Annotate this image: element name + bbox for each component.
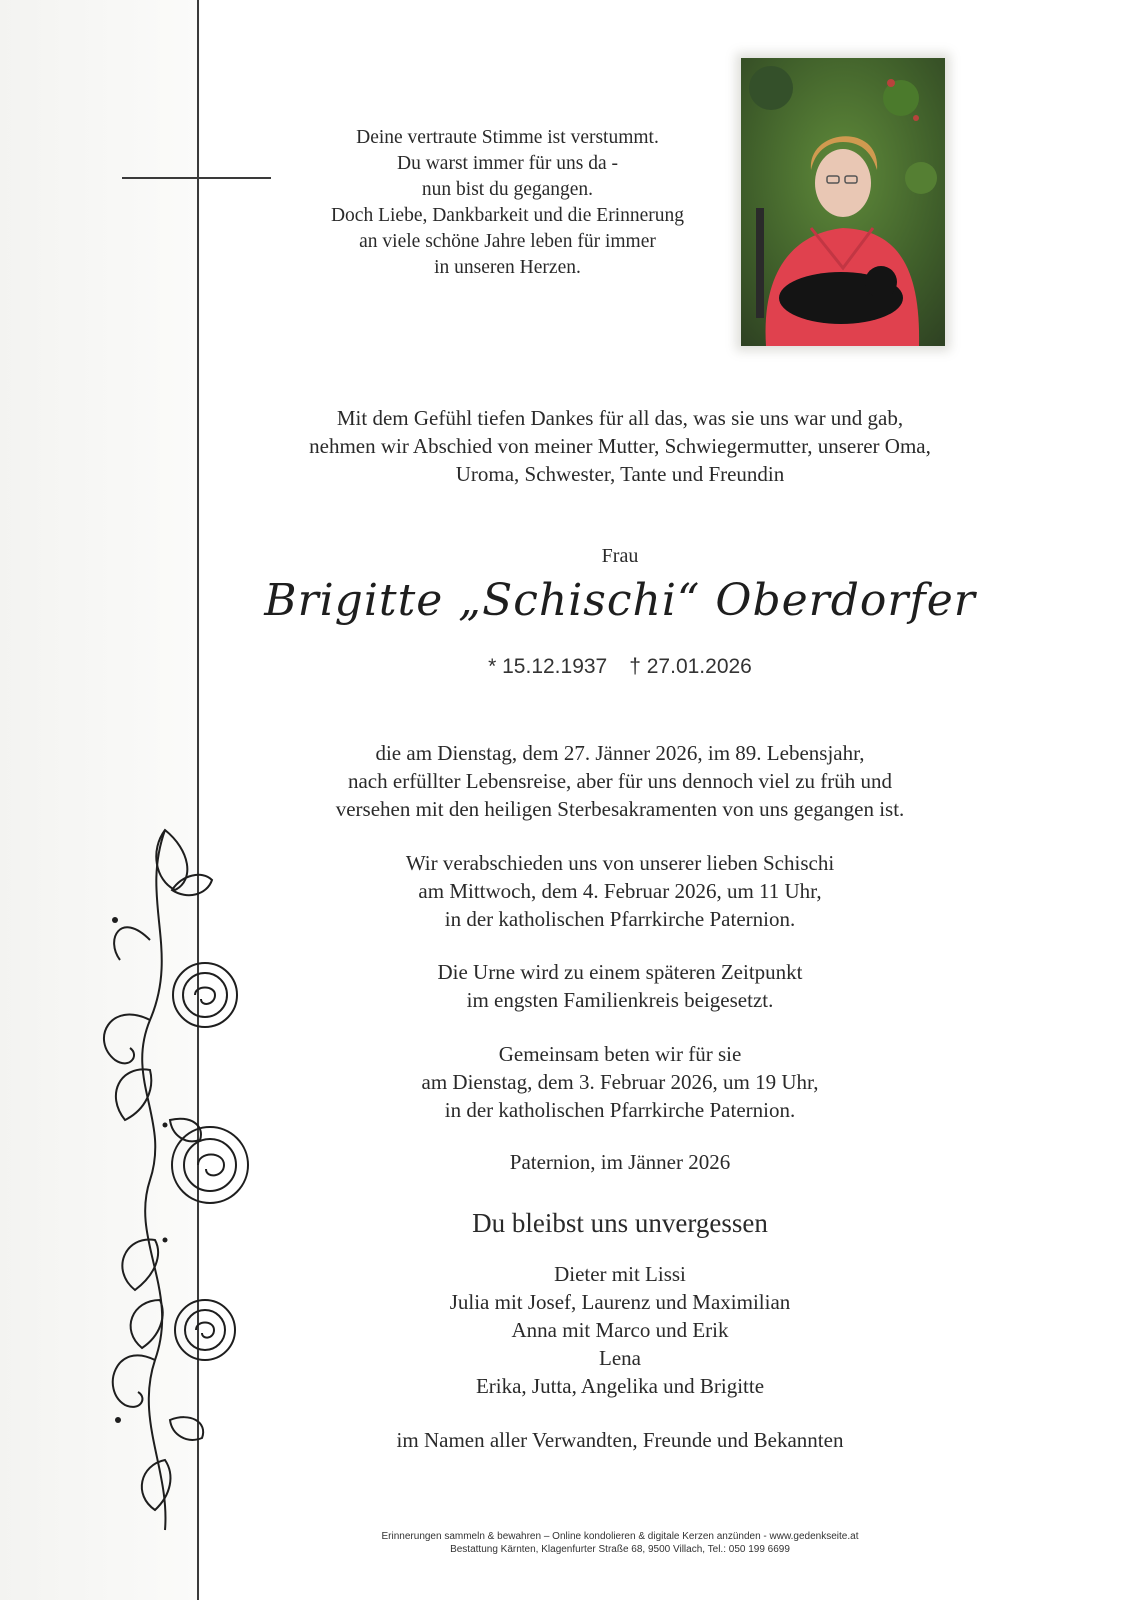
deceased-name: Brigitte „Schischi“ Oberdorfer xyxy=(264,575,976,626)
farewell-heading: Du bleibst uns unvergessen xyxy=(472,1208,768,1238)
paragraph-line: Wir verabschieden uns von unserer lieben Schischi xyxy=(405,851,835,875)
footer xyxy=(240,1530,1000,1556)
death-paragraph xyxy=(240,739,1000,823)
urn-paragraph xyxy=(240,958,1000,1014)
family-list xyxy=(240,1260,1000,1400)
portrait-image xyxy=(741,58,945,346)
paragraph-line: im engsten Familienkreis beigesetzt. xyxy=(466,988,774,1012)
poem-line: Du warst immer für uns da - xyxy=(397,153,618,174)
paragraph-line: Die Urne wird zu einem späteren Zeitpunkt xyxy=(437,960,803,984)
poem-line: nun bist du gegangen. xyxy=(421,179,594,200)
life-dates xyxy=(240,655,1000,679)
intro-text xyxy=(240,404,1000,488)
salutation: Frau xyxy=(601,545,639,567)
farewell-service-paragraph xyxy=(240,849,1000,933)
footer-line: Bestattung Kärnten, Klagenfurter Straße 68, 9500 Villach, Tel.: 050 199 6699 xyxy=(450,1544,790,1555)
paragraph-line: Gemeinsam beten wir für sie xyxy=(498,1042,742,1066)
intro-line: Uroma, Schwester, Tante und Freundin xyxy=(455,462,785,486)
cross-horizontal-line xyxy=(122,177,271,179)
family-member: Erika, Jutta, Angelika und Brigitte xyxy=(475,1374,765,1398)
rose-vine-ornament xyxy=(70,820,260,1540)
poem-line: in unseren Herzen. xyxy=(434,257,581,278)
family-member: Julia mit Josef, Laurenz und Maximilian xyxy=(449,1290,791,1314)
poem-line: an viele schöne Jahre leben für immer xyxy=(359,231,656,252)
paragraph-line: am Mittwoch, dem 4. Februar 2026, um 11 Uhr, xyxy=(418,879,822,903)
footer-line: Erinnerungen sammeln & bewahren – Online kondolieren & digitale Kerzen anzünden - www.gedenkseite.at xyxy=(381,1531,859,1542)
paragraph-line: am Dienstag, dem 3. Februar 2026, um 19 Uhr, xyxy=(421,1070,819,1094)
portrait-photo xyxy=(741,58,945,346)
family-member: Lena xyxy=(599,1346,641,1370)
poem-line: Deine vertraute Stimme ist verstummt. xyxy=(356,127,659,148)
paragraph-line: nach erfüllter Lebensreise, aber für uns dennoch viel zu früh und xyxy=(347,769,893,793)
paragraph-line: die am Dienstag, dem 27. Jänner 2026, im 89. Lebensjahr, xyxy=(375,741,865,765)
closing-line: im Namen aller Verwandten, Freunde und Bekannten xyxy=(396,1428,844,1452)
family-member: Anna mit Marco und Erik xyxy=(511,1318,729,1342)
paragraph-line: in der katholischen Pfarrkirche Paternion. xyxy=(444,1098,796,1122)
place-date: Paternion, im Jänner 2026 xyxy=(509,1150,731,1174)
poem-line: Doch Liebe, Dankbarkeit und die Erinnerung xyxy=(330,205,685,226)
birth-date: * 15.12.1937 xyxy=(488,655,608,678)
paragraph-line: in der katholischen Pfarrkirche Paternion. xyxy=(444,907,796,931)
memorial-poem xyxy=(280,125,735,281)
prayer-paragraph xyxy=(240,1040,1000,1124)
intro-line: nehmen wir Abschied von meiner Mutter, Schwiegermutter, unserer Oma, xyxy=(309,434,931,458)
death-date: † 27.01.2026 xyxy=(629,655,752,678)
paragraph-line: versehen mit den heiligen Sterbesakramenten von uns gegangen ist. xyxy=(335,797,905,821)
intro-line: Mit dem Gefühl tiefen Dankes für all das, was sie uns war und gab, xyxy=(336,406,904,430)
family-member: Dieter mit Lissi xyxy=(554,1262,686,1286)
